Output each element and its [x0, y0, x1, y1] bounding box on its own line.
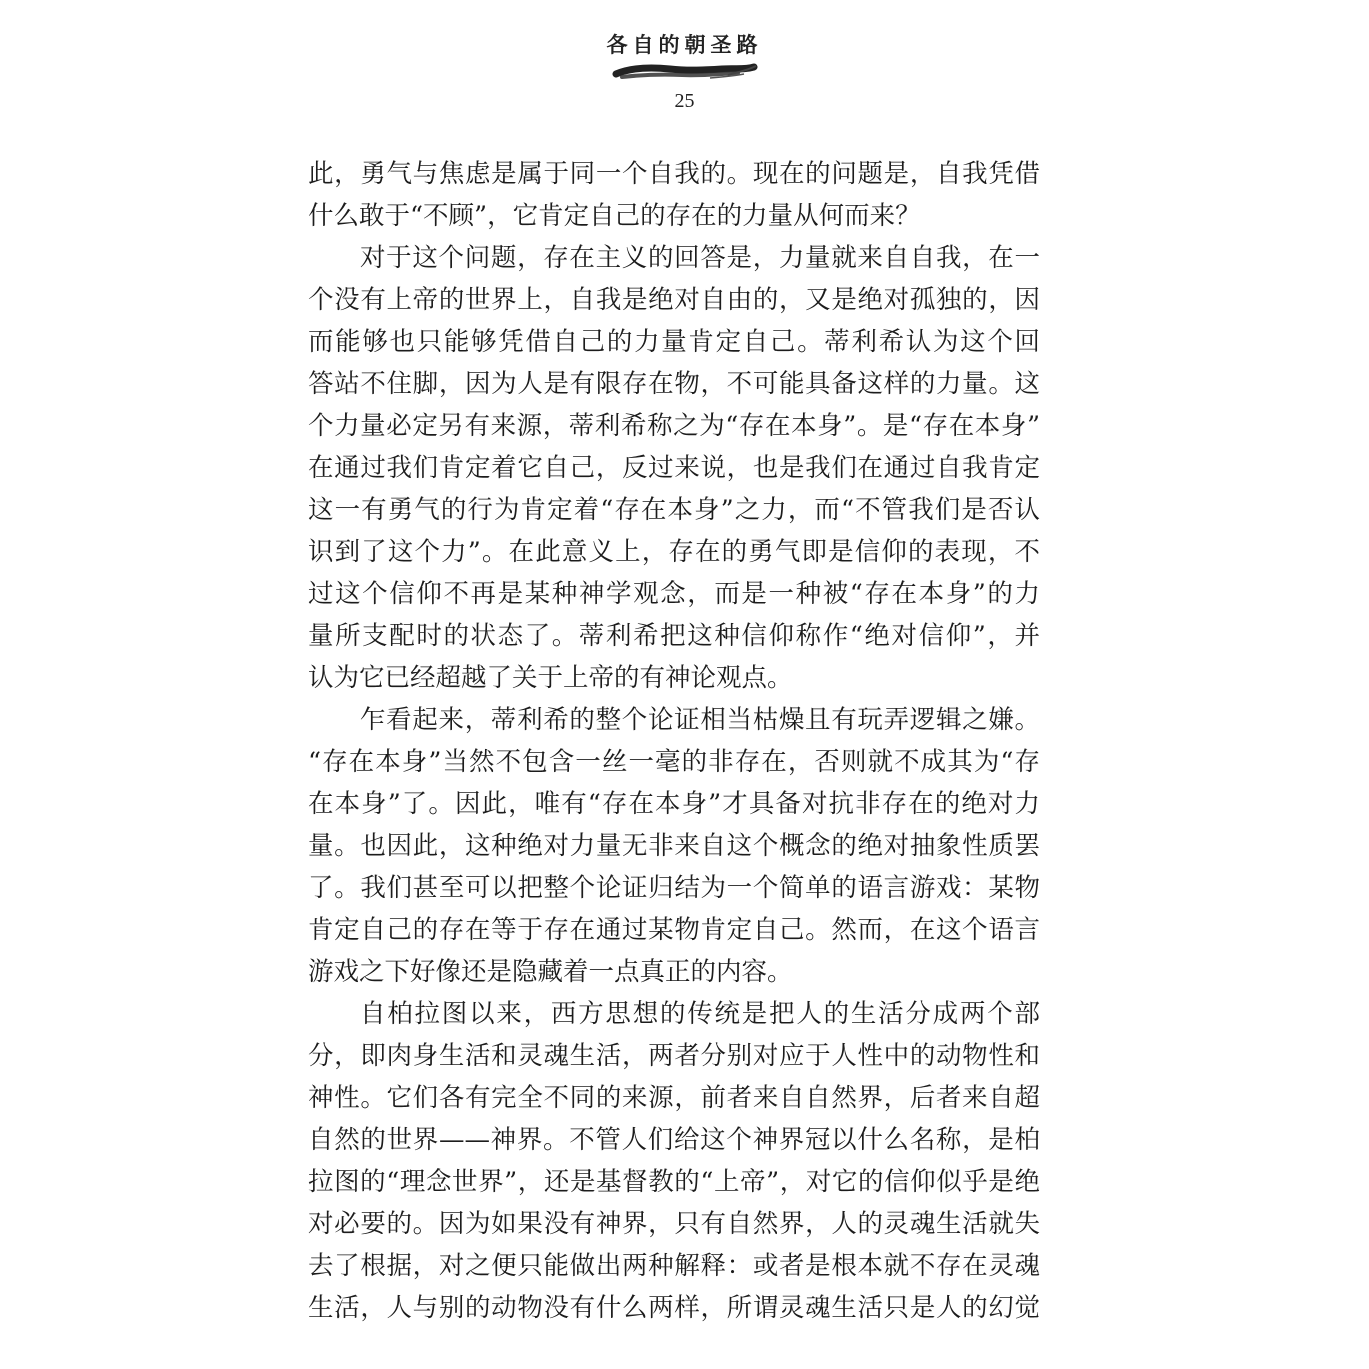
text-line: 此，勇气与焦虑是属于同一个自我的。现在的问题是，自我凭借: [308, 159, 1040, 189]
text-line: 而能够也只能够凭借自己的力量肯定自己。蒂利希认为这个回: [308, 327, 1040, 357]
text-line: 识到了这个力”。在此意义上，存在的勇气即是信仰的表现，不: [308, 537, 1040, 567]
brush-stroke-ornament: [610, 62, 760, 84]
running-head: [0, 30, 1369, 114]
text-line: 自然的世界——神界。不管人们给这个神界冠以什么名称，是柏: [308, 1125, 1040, 1155]
text-line: 在通过我们肯定着它自己，反过来说，也是我们在通过自我肯定: [308, 453, 1040, 483]
text-line: 分，即肉身生活和灵魂生活，两者分别对应于人性中的动物性和: [308, 1041, 1040, 1071]
text-line: 对必要的。因为如果没有神界，只有自然界，人的灵魂生活就失: [308, 1209, 1040, 1239]
text-line: 个力量必定另有来源，蒂利希称之为“存在本身”。是“存在本身”: [308, 411, 1040, 441]
text-line: 生活，人与别的动物没有什么两样，所谓灵魂生活只是人的幻觉: [308, 1293, 1040, 1323]
paragraph-first-line: 自柏拉图以来，西方思想的传统是把人的生活分成两个部: [360, 999, 1040, 1029]
running-title: 各自的朝圣路: [606, 32, 763, 57]
text-line: 游戏之下好像还是隐藏着一点真正的内容。: [308, 957, 793, 987]
text-line: 去了根据，对之便只能做出两种解释：或者是根本就不存在灵魂: [308, 1251, 1040, 1281]
text-line: 在本身”了。因此，唯有“存在本身”才具备对抗非存在的绝对力: [308, 789, 1040, 819]
text-line: 量。也因此，这种绝对力量无非来自这个概念的绝对抽象性质罢: [308, 831, 1040, 861]
text-line: 拉图的“理念世界”，还是基督教的“上帝”，对它的信仰似乎是绝: [308, 1167, 1040, 1197]
text-line: 量所支配时的状态了。蒂利希把这种信仰称作“绝对信仰”，并: [308, 621, 1040, 651]
text-line: 认为它已经超越了关于上帝的有神论观点。: [308, 663, 793, 693]
body-text: [308, 153, 1040, 1329]
text-line: 这一有勇气的行为肯定着“存在本身”之力，而“不管我们是否认: [308, 495, 1040, 525]
text-line: 什么敢于“不顾”，它肯定自己的存在的力量从何而来？: [308, 201, 921, 231]
text-line: 答站不住脚，因为人是有限存在物，不可能具备这样的力量。这: [308, 369, 1040, 399]
paragraph-first-line: 对于这个问题，存在主义的回答是，力量就来自自我，在一: [360, 243, 1040, 273]
page-number: 25: [674, 90, 695, 112]
text-line: 肯定自己的存在等于存在通过某物肯定自己。然而，在这个语言: [308, 915, 1040, 945]
text-line: 个没有上帝的世界上，自我是绝对自由的，又是绝对孤独的，因: [308, 285, 1040, 315]
text-line: 了。我们甚至可以把整个论证归结为一个简单的语言游戏：某物: [308, 873, 1040, 903]
text-line: 过这个信仰不再是某种神学观念，而是一种被“存在本身”的力: [308, 579, 1040, 609]
text-line: 神性。它们各有完全不同的来源，前者来自自然界，后者来自超: [308, 1083, 1040, 1113]
paragraph-first-line: 乍看起来，蒂利希的整个论证相当枯燥且有玩弄逻辑之嫌。: [360, 705, 1040, 735]
text-line: “存在本身”当然不包含一丝一毫的非存在，否则就不成其为“存: [308, 747, 1040, 777]
